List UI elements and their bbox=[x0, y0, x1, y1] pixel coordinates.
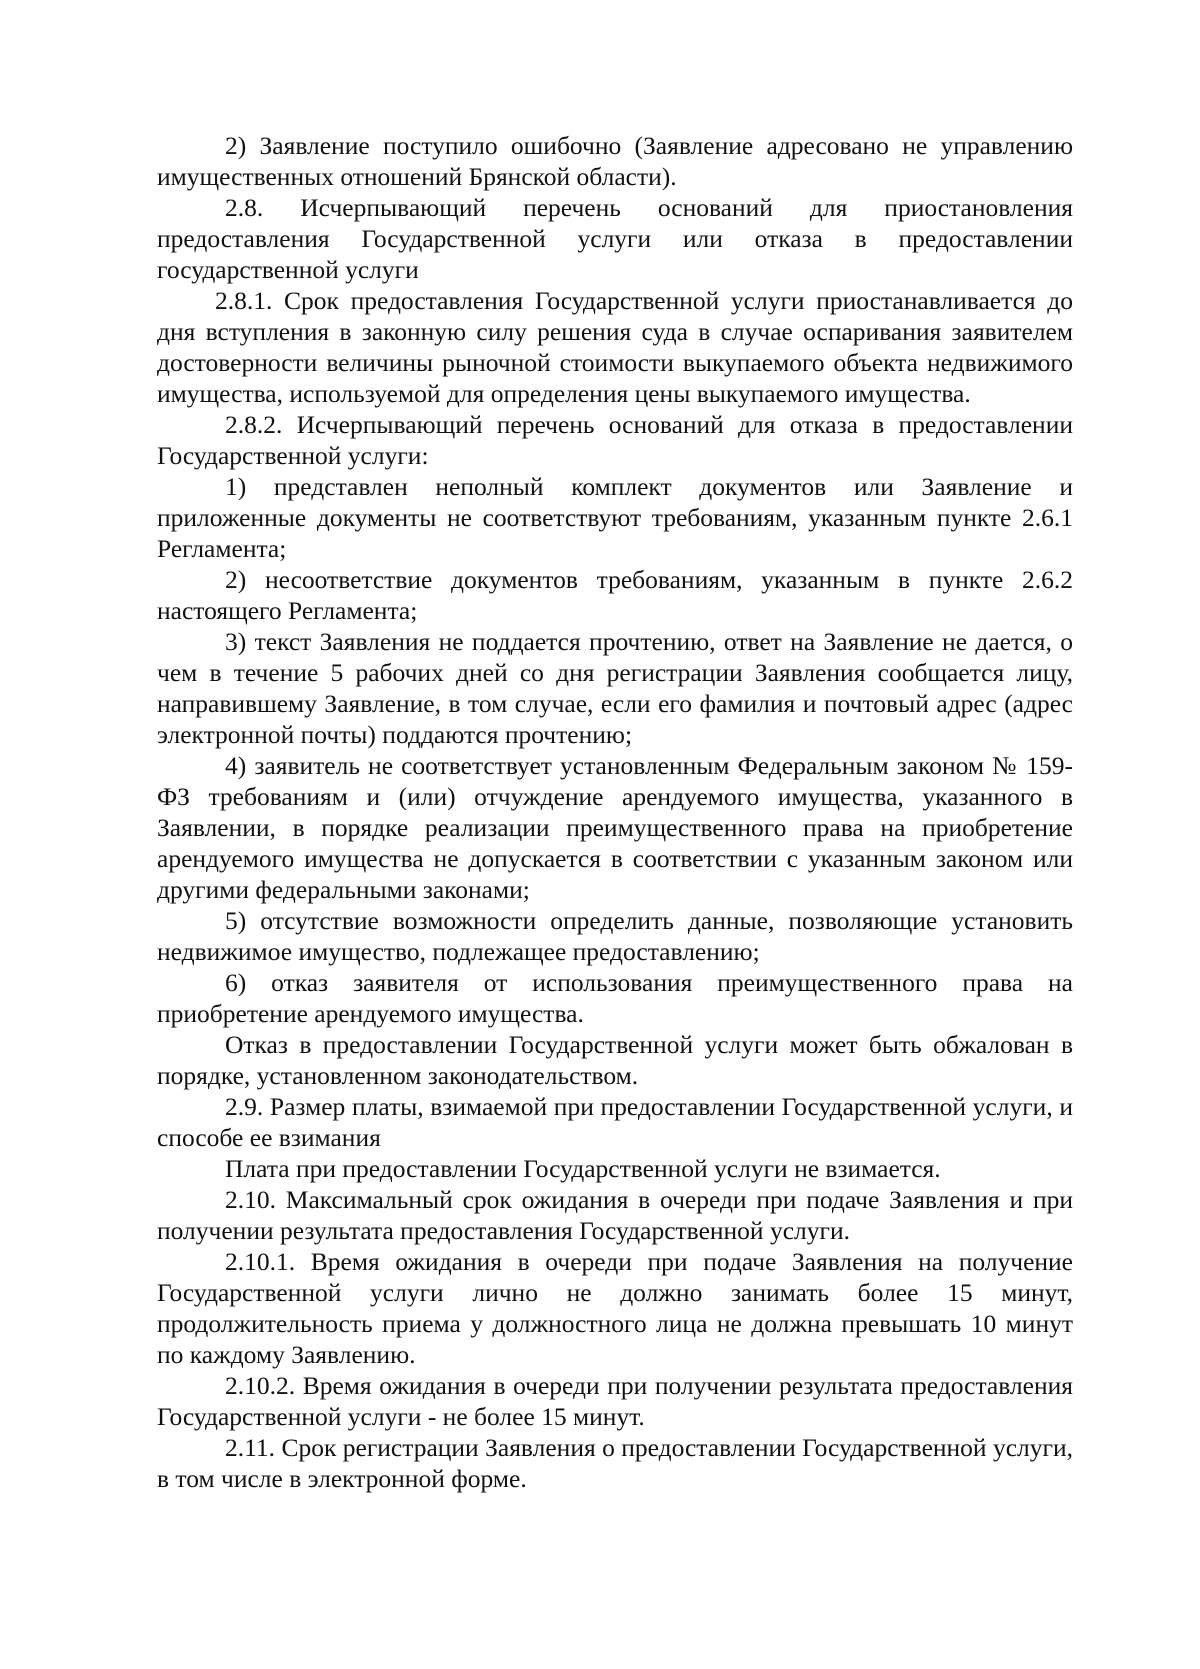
paragraph-refusal-item-5: 5) отсутствие возможности определить данные, позволяющие установить недвижимое имущество, подлежащее предоставлению; bbox=[157, 906, 1073, 966]
paragraph-section-2-8-2: 2.8.2. Исчерпывающий перечень оснований для отказа в предоставлении Государственной услуги: bbox=[157, 410, 1073, 470]
paragraph-no-fee: Плата при предоставлении Государственной услуги не взимается. bbox=[225, 1154, 941, 1183]
paragraph-section-2-11: 2.11. Срок регистрации Заявления о предоставлении Государственной услуги, в том числе в электронной форме. bbox=[157, 1433, 1073, 1493]
paragraph-section-2-8-heading: 2.8. Исчерпывающий перечень оснований для приостановления предоставления Государственной услуги или отказа в предоставлении государственной услуги bbox=[157, 193, 1073, 284]
document-page bbox=[157, 130, 1073, 1494]
paragraph-item-2-wrong-address: 2) Заявление поступило ошибочно (Заявление адресовано не управлению имущественных отношений Брянской области). bbox=[157, 131, 1073, 191]
paragraph-appeal-note: Отказ в предоставлении Государственной услуги может быть обжалован в порядке, установленном законодательством. bbox=[157, 1030, 1073, 1090]
paragraph-section-2-9-heading: 2.9. Размер платы, взимаемой при предоставлении Государственной услуги, и способе ее взимания bbox=[157, 1092, 1073, 1152]
paragraph-refusal-item-4: 4) заявитель не соответствует установленным Федеральным законом № 159-ФЗ требованиям и (или) отчуждение арендуемого имущества, указанного в Заявлении, в порядке реализации преимущественного права на приобретение арендуемого имущества не допускается в соответствии с указанным законом или другими федеральными законами; bbox=[157, 751, 1073, 904]
paragraph-section-2-10: 2.10. Максимальный срок ожидания в очереди при подаче Заявления и при получении результата предоставления Государственной услуги. bbox=[157, 1185, 1073, 1245]
paragraph-section-2-10-2: 2.10.2. Время ожидания в очереди при получении результата предоставления Государственной услуги - не более 15 минут. bbox=[157, 1371, 1073, 1431]
paragraph-section-2-10-1: 2.10.1. Время ожидания в очереди при подаче Заявления на получение Государственной услуги лично не должно занимать более 15 минут, продолжительность приема у должностного лица не должна превышать 10 минут по каждому Заявлению. bbox=[157, 1247, 1073, 1369]
paragraph-section-2-8-1: 2.8.1. Срок предоставления Государственной услуги приостанавливается до дня вступления в законную силу решения суда в случае оспаривания заявителем достоверности величины рыночной стоимости выкупаемого объекта недвижимого имущества, используемой для определения цены выкупаемого имущества. bbox=[157, 286, 1073, 408]
paragraph-refusal-item-1: 1) представлен неполный комплект документов или Заявление и приложенные документы не соответствуют требованиям, указанным пункте 2.6.1 Регламента; bbox=[157, 472, 1073, 563]
paragraph-refusal-item-2: 2) несоответствие документов требованиям, указанным в пункте 2.6.2 настоящего Регламента; bbox=[157, 565, 1073, 625]
paragraph-refusal-item-3: 3) текст Заявления не поддается прочтению, ответ на Заявление не дается, о чем в течение 5 рабочих дней со дня регистрации Заявления сообщается лицу, направившему Заявление, в том случае, если его фамилия и почтовый адрес (адрес электронной почты) поддаются прочтению; bbox=[157, 627, 1073, 749]
paragraph-refusal-item-6: 6) отказ заявителя от использования преимущественного права на приобретение арендуемого имущества. bbox=[157, 968, 1073, 1028]
